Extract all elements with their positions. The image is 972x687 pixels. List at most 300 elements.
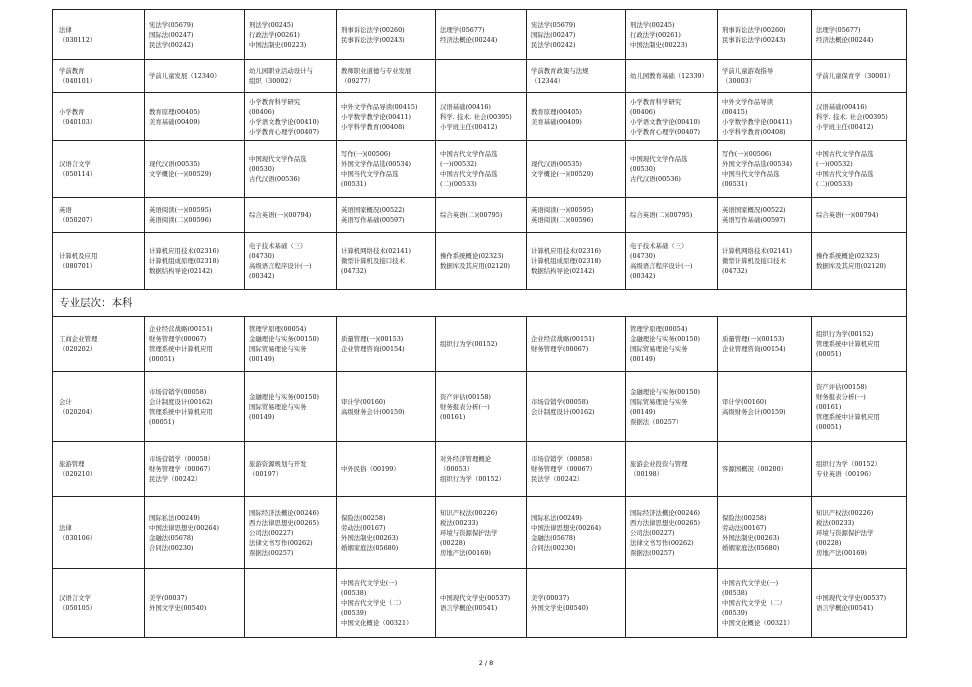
cell-line: (00149) bbox=[630, 355, 656, 363]
cell-line: 国际私法(00249) bbox=[149, 513, 200, 522]
cell-line: 外国法制史(00263) bbox=[341, 533, 399, 542]
cell-line: (00539) bbox=[341, 609, 367, 617]
cell-line: 组织行为学(00152) bbox=[440, 340, 498, 348]
course-cell bbox=[626, 60, 718, 93]
cell-line: 市场营销学(00058) bbox=[531, 397, 589, 406]
section-heading: 专业层次：本科 bbox=[53, 290, 907, 317]
cell-line: 国际经济法概论(00246) bbox=[630, 508, 701, 517]
cell-line: 市场营销学(00058) bbox=[149, 387, 207, 396]
cell-line: 汉语基础(00416) bbox=[440, 102, 491, 111]
cell-line: 国际贸易理论与实务 bbox=[630, 345, 688, 353]
cell-line: (04732) bbox=[722, 267, 748, 275]
major-cell bbox=[53, 60, 145, 93]
cell-line: 财务管理学（00067） bbox=[531, 465, 597, 473]
course-cell bbox=[718, 198, 812, 233]
cell-line: 现代汉语(00535) bbox=[149, 160, 200, 168]
course-cell bbox=[337, 317, 436, 372]
course-cell bbox=[812, 442, 907, 497]
cell-line: 经济法概论(00244) bbox=[816, 35, 874, 44]
cell-line: 操作系统概论(02323) bbox=[440, 252, 504, 260]
cell-line: 刑事诉讼法学(00260) bbox=[341, 25, 405, 34]
cell-line: 组织行为学（00152） bbox=[816, 460, 882, 468]
cell-line: 管理系统中计算机应用 bbox=[149, 407, 213, 416]
cell-line: (00051) bbox=[149, 355, 175, 363]
course-cell bbox=[436, 497, 527, 569]
cell-line: 教育原理(00405) bbox=[531, 107, 582, 116]
cell-line: (00228) bbox=[440, 538, 466, 547]
course-cell bbox=[245, 497, 337, 569]
course-cell bbox=[527, 93, 626, 141]
cell-line: 合同法(00230) bbox=[149, 543, 194, 552]
cell-line: 古代汉语(00536) bbox=[249, 175, 300, 183]
cell-line: (00406) bbox=[630, 107, 656, 116]
cell-line: 幼儿园职业活动设计与 bbox=[249, 67, 313, 75]
cell-line: 外国文学作品选(00534) bbox=[722, 160, 793, 168]
cell-line: 市场营销学（00058） bbox=[149, 455, 215, 463]
course-cell bbox=[812, 93, 907, 141]
cell-line: (二)(00533) bbox=[440, 180, 477, 188]
cell-line: (00228) bbox=[816, 538, 842, 547]
course-cell bbox=[145, 141, 245, 198]
cell-line: 旅游管理 bbox=[59, 460, 85, 468]
cell-line: 英语国家概况(00522) bbox=[722, 206, 786, 214]
cell-line: (00530) bbox=[249, 165, 275, 173]
cell-line: (04730) bbox=[249, 252, 275, 260]
table-row bbox=[53, 141, 907, 198]
course-cell bbox=[337, 198, 436, 233]
course-cell bbox=[626, 372, 718, 442]
course-cell bbox=[718, 233, 812, 290]
cell-line: 财务管理学（00067） bbox=[149, 465, 215, 473]
cell-line: 公司法(00227) bbox=[630, 528, 675, 537]
cell-line: 民法学（00242） bbox=[531, 475, 584, 483]
cell-line: 客源国概况（00200） bbox=[722, 465, 788, 473]
cell-line: 宪法学(05679) bbox=[531, 20, 576, 29]
course-cell bbox=[436, 442, 527, 497]
cell-line: 计算机网络技术(02141) bbox=[341, 247, 412, 255]
cell-line: 民法学（00242） bbox=[149, 475, 202, 483]
course-cell bbox=[145, 372, 245, 442]
cell-line: (00342) bbox=[249, 272, 275, 280]
course-cell bbox=[337, 497, 436, 569]
cell-line: 中国现代文学作品选 bbox=[249, 155, 307, 163]
course-cell bbox=[718, 372, 812, 442]
section-row bbox=[53, 290, 907, 317]
cell-line: 国际贸易理论与实务 bbox=[249, 402, 307, 411]
cell-line: 外国文学史(00540) bbox=[149, 604, 207, 612]
course-cell bbox=[626, 317, 718, 372]
cell-line: 英语写作基础(00597) bbox=[341, 216, 405, 224]
cell-line: 中国古代文学史(一) bbox=[722, 579, 779, 587]
cell-line: 写作(一)(00506) bbox=[722, 150, 772, 158]
cell-line: （00197） bbox=[249, 470, 283, 478]
cell-line: 保险法(00258) bbox=[722, 513, 767, 522]
course-cell bbox=[527, 372, 626, 442]
course-cell bbox=[145, 497, 245, 569]
cell-line: 小学语文教学论(00410) bbox=[249, 117, 320, 126]
cell-line: 古代汉语(00536) bbox=[630, 175, 681, 183]
cell-line: 计算机及应用 bbox=[59, 252, 98, 260]
cell-line: 质量管理(一)(00153) bbox=[722, 335, 785, 343]
cell-line: 民法学(00242) bbox=[149, 40, 194, 49]
cell-line: 刑法学(00245) bbox=[630, 20, 675, 29]
course-cell bbox=[626, 569, 718, 638]
cell-line: 管理学原理(00054) bbox=[630, 325, 688, 333]
cell-line: 组织行为学（00152） bbox=[440, 475, 506, 483]
cell-line: 金融理论与实务(00150) bbox=[630, 335, 701, 343]
cell-line: 中国法律思想史(00264) bbox=[149, 523, 220, 532]
cell-line: 计算机组成原理(02318) bbox=[149, 257, 220, 265]
course-cell bbox=[812, 497, 907, 569]
cell-line: (04730) bbox=[630, 252, 656, 260]
table-row bbox=[53, 93, 907, 141]
course-cell bbox=[527, 198, 626, 233]
cell-line: (00051) bbox=[816, 422, 842, 431]
cell-line: 宪法学(05679) bbox=[149, 20, 194, 29]
cell-line: 质量管理(一)(00153) bbox=[341, 335, 404, 343]
cell-line: 知识产权法(00226) bbox=[440, 508, 498, 517]
course-cell bbox=[245, 10, 337, 60]
cell-line: 综合英语(一)(00794) bbox=[249, 211, 312, 219]
schedule-table bbox=[52, 9, 907, 638]
course-cell bbox=[337, 60, 436, 93]
cell-line: 中国现代文学史(00537) bbox=[816, 594, 887, 602]
cell-line: 法律 bbox=[59, 523, 72, 532]
course-cell bbox=[718, 442, 812, 497]
table-row bbox=[53, 497, 907, 569]
cell-line: 金融理论与实务(00150) bbox=[630, 387, 701, 396]
cell-line: 美育基础(00409) bbox=[531, 117, 582, 126]
cell-line: (00051) bbox=[816, 350, 842, 358]
cell-line: 汉语基础(00416) bbox=[816, 102, 867, 111]
cell-line: 中国古代文学作品选 bbox=[816, 150, 874, 158]
course-cell bbox=[145, 233, 245, 290]
course-cell bbox=[527, 317, 626, 372]
cell-line: 中国法制史(00223) bbox=[630, 40, 688, 49]
cell-line: 企业经营战略(00151) bbox=[149, 325, 213, 333]
course-cell bbox=[718, 141, 812, 198]
course-cell bbox=[626, 10, 718, 60]
cell-line: 财务报表分析(一) bbox=[440, 402, 490, 411]
cell-line: 高级财务会计(00159) bbox=[341, 407, 405, 416]
cell-line: 幼儿园教育基础（12339） bbox=[630, 72, 708, 80]
cell-line: （050207） bbox=[59, 216, 97, 224]
cell-line: 法理学(05677) bbox=[440, 25, 485, 34]
cell-line: （030106） bbox=[59, 533, 97, 542]
cell-line: 电子技术基础（三） bbox=[630, 242, 688, 250]
course-cell bbox=[527, 569, 626, 638]
cell-line: 汉语言文学 bbox=[59, 160, 91, 168]
cell-line: 操作系统概论(02323) bbox=[816, 252, 880, 260]
cell-line: 计算机应用技术(02316) bbox=[531, 247, 602, 255]
cell-line: 综合英语(一)(00794) bbox=[816, 211, 879, 219]
major-cell bbox=[53, 93, 145, 141]
course-cell bbox=[626, 497, 718, 569]
cell-line: 英语阅读(二)(00596) bbox=[531, 216, 594, 224]
cell-line: 金融理论与实务(00150) bbox=[249, 392, 320, 401]
course-cell bbox=[626, 93, 718, 141]
cell-line: 计算机组成原理(02318) bbox=[531, 257, 602, 265]
course-cell bbox=[337, 10, 436, 60]
cell-line: 环境与资源保护法学 bbox=[816, 528, 874, 537]
course-cell bbox=[812, 10, 907, 60]
cell-line: 金融理论与实务(00150) bbox=[249, 335, 320, 343]
course-cell bbox=[436, 141, 527, 198]
cell-line: 民事诉讼法学(00243) bbox=[341, 35, 405, 44]
course-cell bbox=[812, 317, 907, 372]
cell-line: 教师职业道德与专业发展 bbox=[341, 67, 412, 75]
cell-line: 民事诉讼法学(00243) bbox=[722, 35, 786, 44]
cell-line: （050114） bbox=[59, 170, 97, 178]
cell-line: 语言学概论(00541) bbox=[440, 604, 498, 612]
course-cell bbox=[436, 93, 527, 141]
cell-line: 公司法(00227) bbox=[249, 528, 294, 537]
cell-line: 语言学概论(00541) bbox=[816, 604, 874, 612]
course-cell bbox=[436, 569, 527, 638]
cell-line: (二)(00533) bbox=[816, 180, 853, 188]
cell-line: (04732) bbox=[341, 267, 367, 275]
course-cell bbox=[718, 569, 812, 638]
cell-line: 西方法律思想史(00265) bbox=[630, 518, 701, 527]
cell-line: （00053） bbox=[440, 465, 474, 473]
cell-line: 微型计算机及接口技术 bbox=[722, 257, 786, 265]
cell-line: 会计制度设计(00162) bbox=[149, 397, 213, 406]
cell-line: 高级语言程序设计(一) bbox=[249, 262, 312, 270]
cell-line: 中国法制史(00223) bbox=[249, 40, 307, 49]
cell-line: 小学语文教学论(00410) bbox=[630, 117, 701, 126]
cell-line: (00051) bbox=[149, 417, 175, 426]
cell-line: 小学班主任(00412) bbox=[440, 122, 498, 131]
course-cell bbox=[245, 442, 337, 497]
cell-line: 税法(00233) bbox=[440, 518, 479, 527]
course-cell bbox=[337, 372, 436, 442]
cell-line: 资产评估(00158) bbox=[816, 382, 867, 391]
course-cell bbox=[436, 60, 527, 93]
cell-line: 金融法(05678) bbox=[531, 533, 576, 542]
cell-line: 中国古代文学史（二） bbox=[341, 599, 405, 607]
cell-line: 法律 bbox=[59, 25, 72, 34]
cell-line: (00406) bbox=[249, 107, 275, 116]
course-cell bbox=[626, 442, 718, 497]
cell-line: 美学(00037) bbox=[531, 594, 570, 602]
cell-line: 小学教育科学研究 bbox=[630, 97, 682, 106]
table-row bbox=[53, 60, 907, 93]
cell-line: 审计学(00160) bbox=[341, 397, 386, 406]
course-cell bbox=[145, 10, 245, 60]
course-cell bbox=[337, 141, 436, 198]
table-row bbox=[53, 198, 907, 233]
cell-line: 综合英语(二)(00795) bbox=[440, 211, 503, 219]
cell-line: (00531) bbox=[722, 180, 748, 188]
major-cell bbox=[53, 569, 145, 638]
cell-line: (一)(00532) bbox=[816, 160, 853, 168]
cell-line: 财务管理学(00067) bbox=[531, 345, 589, 353]
cell-line: 小学科学教育(00408) bbox=[722, 127, 786, 136]
cell-line: 汉语言文学 bbox=[59, 594, 91, 602]
cell-line: 资产评估(00158) bbox=[440, 392, 491, 401]
cell-line: 刑事诉讼法学(00260) bbox=[722, 25, 786, 34]
cell-line: 专业英语（00196） bbox=[816, 470, 875, 478]
cell-line: 财务报表分析(一) bbox=[816, 392, 866, 401]
cell-line: 中国文化概论（00321） bbox=[341, 619, 413, 627]
cell-line: 学前教育 bbox=[59, 67, 85, 75]
major-cell bbox=[53, 372, 145, 442]
cell-line: 英语国家概况(00522) bbox=[341, 206, 405, 214]
cell-line: 小学教育科学研究 bbox=[249, 97, 301, 106]
cell-line: （09277） bbox=[341, 77, 375, 85]
table-body-top bbox=[53, 10, 907, 290]
cell-line: 科学. 技术. 社会(00395) bbox=[816, 112, 888, 121]
cell-line: (00531) bbox=[341, 180, 367, 188]
cell-line: （080701） bbox=[59, 262, 97, 270]
cell-line: 工商企业管理 bbox=[59, 335, 98, 343]
cell-line: 数据结构导论(02142) bbox=[531, 267, 595, 275]
cell-line: 中国现代文学史(00537) bbox=[440, 594, 511, 602]
major-cell bbox=[53, 442, 145, 497]
cell-line: 学前儿童保育学（30001） bbox=[816, 72, 894, 80]
cell-line: 科学. 技术. 社会(00395) bbox=[440, 112, 512, 121]
course-cell bbox=[436, 198, 527, 233]
cell-line: 数据库及其应用(02120) bbox=[440, 262, 511, 270]
course-cell bbox=[145, 198, 245, 233]
cell-line: 环境与资源保护法学 bbox=[440, 528, 498, 537]
course-cell bbox=[245, 372, 337, 442]
cell-line: 小学班主任(00412) bbox=[816, 122, 874, 131]
cell-line: 高级财务会计(00159) bbox=[722, 407, 786, 416]
course-cell bbox=[812, 233, 907, 290]
cell-line: 管理系统中计算机应用 bbox=[816, 340, 880, 348]
course-cell bbox=[527, 233, 626, 290]
course-cell bbox=[337, 233, 436, 290]
page-number: 2 / 8 bbox=[478, 659, 494, 667]
cell-line: 中国现代文学作品选 bbox=[630, 155, 688, 163]
cell-line: 组织（30002） bbox=[249, 77, 295, 85]
cell-line: 对外经济管理概论 bbox=[440, 455, 492, 463]
course-cell bbox=[626, 198, 718, 233]
cell-line: 英语 bbox=[59, 206, 72, 214]
table-row bbox=[53, 10, 907, 60]
cell-line: 法律文书写作(00262) bbox=[630, 538, 694, 547]
cell-line: 中国古代文学史（二） bbox=[722, 599, 786, 607]
cell-line: 国际私法(00249) bbox=[531, 513, 582, 522]
cell-line: 学前儿童发展（12340） bbox=[149, 72, 221, 80]
cell-line: 外国文学作品选(00534) bbox=[341, 160, 412, 168]
cell-line: 企业管理咨询(00154) bbox=[722, 345, 786, 353]
cell-line: 学前儿童游戏指导 bbox=[722, 67, 774, 75]
course-cell bbox=[718, 10, 812, 60]
cell-line: 国际经济法概论(00246) bbox=[249, 508, 320, 517]
cell-line: （00198） bbox=[630, 470, 664, 478]
cell-line: 英语阅读(一)(00595) bbox=[531, 206, 594, 214]
course-cell bbox=[527, 141, 626, 198]
course-cell bbox=[145, 569, 245, 638]
course-cell bbox=[145, 93, 245, 141]
course-cell bbox=[337, 442, 436, 497]
cell-line: 综合英语(二)(00795) bbox=[630, 211, 693, 219]
cell-line: 票据法(00257) bbox=[249, 548, 294, 557]
cell-line: 婚姻家庭法(05680) bbox=[341, 543, 399, 552]
cell-line: 经济法概论(00244) bbox=[440, 35, 498, 44]
cell-line: 行政法学(00261) bbox=[249, 30, 300, 39]
cell-line: （050105） bbox=[59, 604, 97, 612]
cell-line: 计算机应用技术(02316) bbox=[149, 247, 220, 255]
course-cell bbox=[245, 141, 337, 198]
table-row bbox=[53, 233, 907, 290]
table-row bbox=[53, 569, 907, 638]
cell-line: （040103） bbox=[59, 117, 97, 126]
cell-line: （020202） bbox=[59, 345, 97, 353]
cell-line: 劳动法(00167) bbox=[341, 523, 386, 532]
major-cell bbox=[53, 233, 145, 290]
cell-line: （040101） bbox=[59, 77, 97, 85]
cell-line: (00161) bbox=[816, 402, 842, 411]
course-cell bbox=[626, 233, 718, 290]
cell-line: 旅游资源规划与开发 bbox=[249, 460, 307, 468]
cell-line: 财务管理学(00067) bbox=[149, 335, 207, 343]
cell-line: 法律文书写作(00262) bbox=[249, 538, 313, 547]
cell-line: 审计学(00160) bbox=[722, 397, 767, 406]
cell-line: 金融法(05678) bbox=[149, 533, 194, 542]
course-cell bbox=[626, 141, 718, 198]
cell-line: 知识产权法(00226) bbox=[816, 508, 874, 517]
cell-line: 管理系统中计算机应用 bbox=[816, 412, 880, 421]
course-cell bbox=[812, 60, 907, 93]
course-cell bbox=[436, 372, 527, 442]
cell-line: 国际贸易理论与实务 bbox=[249, 345, 307, 353]
cell-line: 中国古代文学史(一) bbox=[341, 579, 398, 587]
cell-line: （30003） bbox=[722, 77, 756, 85]
cell-line: 企业经营战略(00151) bbox=[531, 335, 595, 343]
cell-line: 小学数学教学论(00411) bbox=[341, 112, 412, 121]
major-cell bbox=[53, 497, 145, 569]
cell-line: 高级语言程序设计(一) bbox=[630, 262, 693, 270]
major-cell bbox=[53, 317, 145, 372]
cell-line: 中国当代文学作品选 bbox=[722, 170, 780, 178]
course-cell bbox=[527, 10, 626, 60]
cell-line: 数据库及其应用(02120) bbox=[816, 262, 887, 270]
cell-line: 小学科学教育(00408) bbox=[341, 122, 405, 131]
cell-line: 中外文学作品导读(00415) bbox=[341, 102, 418, 111]
cell-line: 文学概论(一)(00529) bbox=[531, 170, 594, 178]
cell-line: 房地产法(00169) bbox=[440, 548, 491, 557]
course-cell bbox=[436, 317, 527, 372]
cell-line: （020210） bbox=[59, 470, 97, 478]
cell-line: （020204） bbox=[59, 407, 97, 416]
cell-line: (00149) bbox=[249, 355, 275, 363]
cell-line: 合同法(00230) bbox=[531, 543, 576, 552]
cell-line: 英语阅读(二)(00596) bbox=[149, 216, 212, 224]
cell-line: 中国文化概论（00321） bbox=[722, 619, 794, 627]
course-cell bbox=[245, 93, 337, 141]
course-cell bbox=[145, 60, 245, 93]
course-cell bbox=[245, 60, 337, 93]
cell-line: 国际贸易理论与实务 bbox=[630, 397, 688, 406]
cell-line: 旅游企业投资与管理 bbox=[630, 460, 688, 468]
cell-line: 写作(一)(00506) bbox=[341, 150, 391, 158]
cell-line: 房地产法(00169) bbox=[816, 548, 867, 557]
major-cell bbox=[53, 141, 145, 198]
cell-line: (00161) bbox=[440, 412, 466, 421]
table-row bbox=[53, 442, 907, 497]
cell-line: 计算机网络技术(02141) bbox=[722, 247, 793, 255]
cell-line: (00415) bbox=[722, 107, 748, 116]
cell-line: 英语阅读(一)(00595) bbox=[149, 206, 212, 214]
course-cell bbox=[527, 497, 626, 569]
cell-line: (00149) bbox=[249, 412, 275, 421]
cell-line: （12344） bbox=[531, 77, 565, 85]
cell-line: 票据法(00257) bbox=[630, 548, 675, 557]
course-cell bbox=[436, 10, 527, 60]
